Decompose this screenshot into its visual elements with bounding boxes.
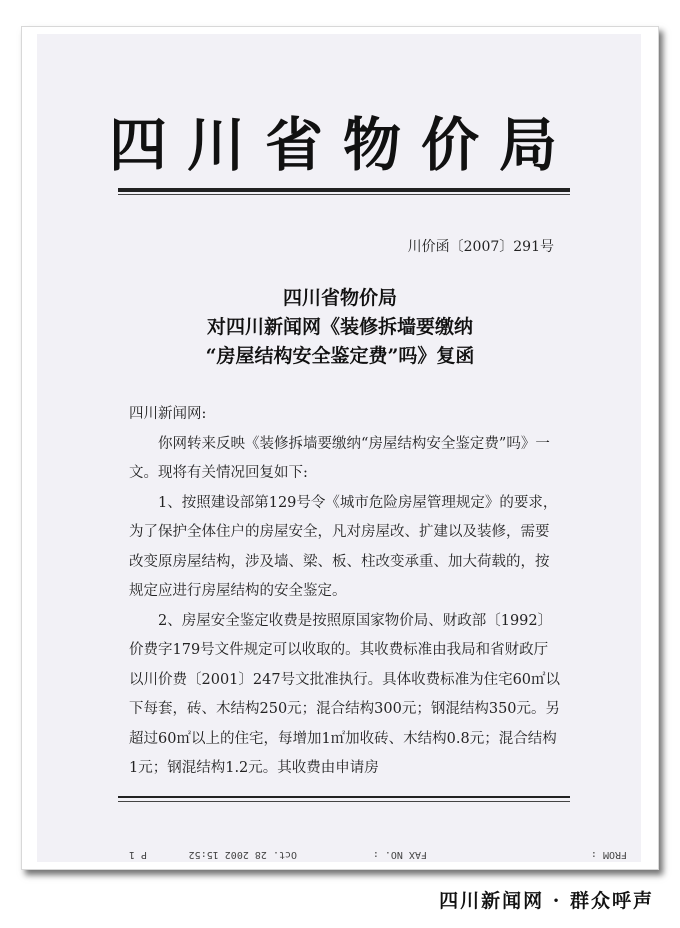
paragraph-item-2: 2、房屋安全鉴定收费是按照原国家物价局、财政部〔1992〕价费字179号文件规定可以收取的。其收费标准由我局和省财政厅以川价费〔2001〕247号文批准执行。具体收费标准为住宅60㎡以下每套，砖、木结构250元；混合结构300元；钢混结构350元。另超过60㎡以上的住宅，每增加1㎡加收砖、木结构0.8元；混合结构1元；钢混结构1.2元。其收费由申请房: [129, 612, 561, 776]
paragraph-intro: 你网转来反映《装修拆墙要缴纳“房屋结构安全鉴定费”吗》一文。现将有关情况回复如下:: [129, 435, 550, 481]
title-line-1: 四川省物价局: [282, 287, 397, 309]
title-line-2: 对四川新闻网《装修拆墙要缴纳: [206, 316, 473, 338]
footer-rule-thin: [118, 801, 570, 802]
document-number: 川价函〔2007〕291号: [407, 239, 554, 255]
title-line-3: “房屋结构安全鉴定费”吗》复函: [205, 345, 475, 367]
letterhead-agency: 四川省物价局: [108, 111, 577, 179]
letterhead-rule-thin: [118, 194, 570, 195]
fax-datetime: Oct. 28 2002 15:52: [188, 849, 297, 860]
fax-page: P 1: [128, 849, 147, 860]
caption: 四川新闻网 · 群众呼声: [439, 890, 654, 912]
fax-number: FAX NO. :: [372, 849, 427, 860]
fax-from: FROM :: [590, 849, 627, 860]
footer-rule: [118, 796, 570, 798]
letter-body: [129, 400, 561, 784]
letterhead-rule: [118, 188, 570, 192]
document-title: [120, 284, 560, 371]
paragraph-item-1: 1、按照建设部第129号令《城市危险房屋管理规定》的要求，为了保护全体住户的房屋安全，凡对房屋改、扩建以及装修，需要改变原房屋结构，涉及墙、梁、板、柱改变承重、加大荷载的，按规定应进行房屋结构的安全鉴定。: [129, 494, 558, 599]
salutation: 四川新闻网:: [129, 406, 207, 422]
fax-header-line: [107, 846, 627, 860]
